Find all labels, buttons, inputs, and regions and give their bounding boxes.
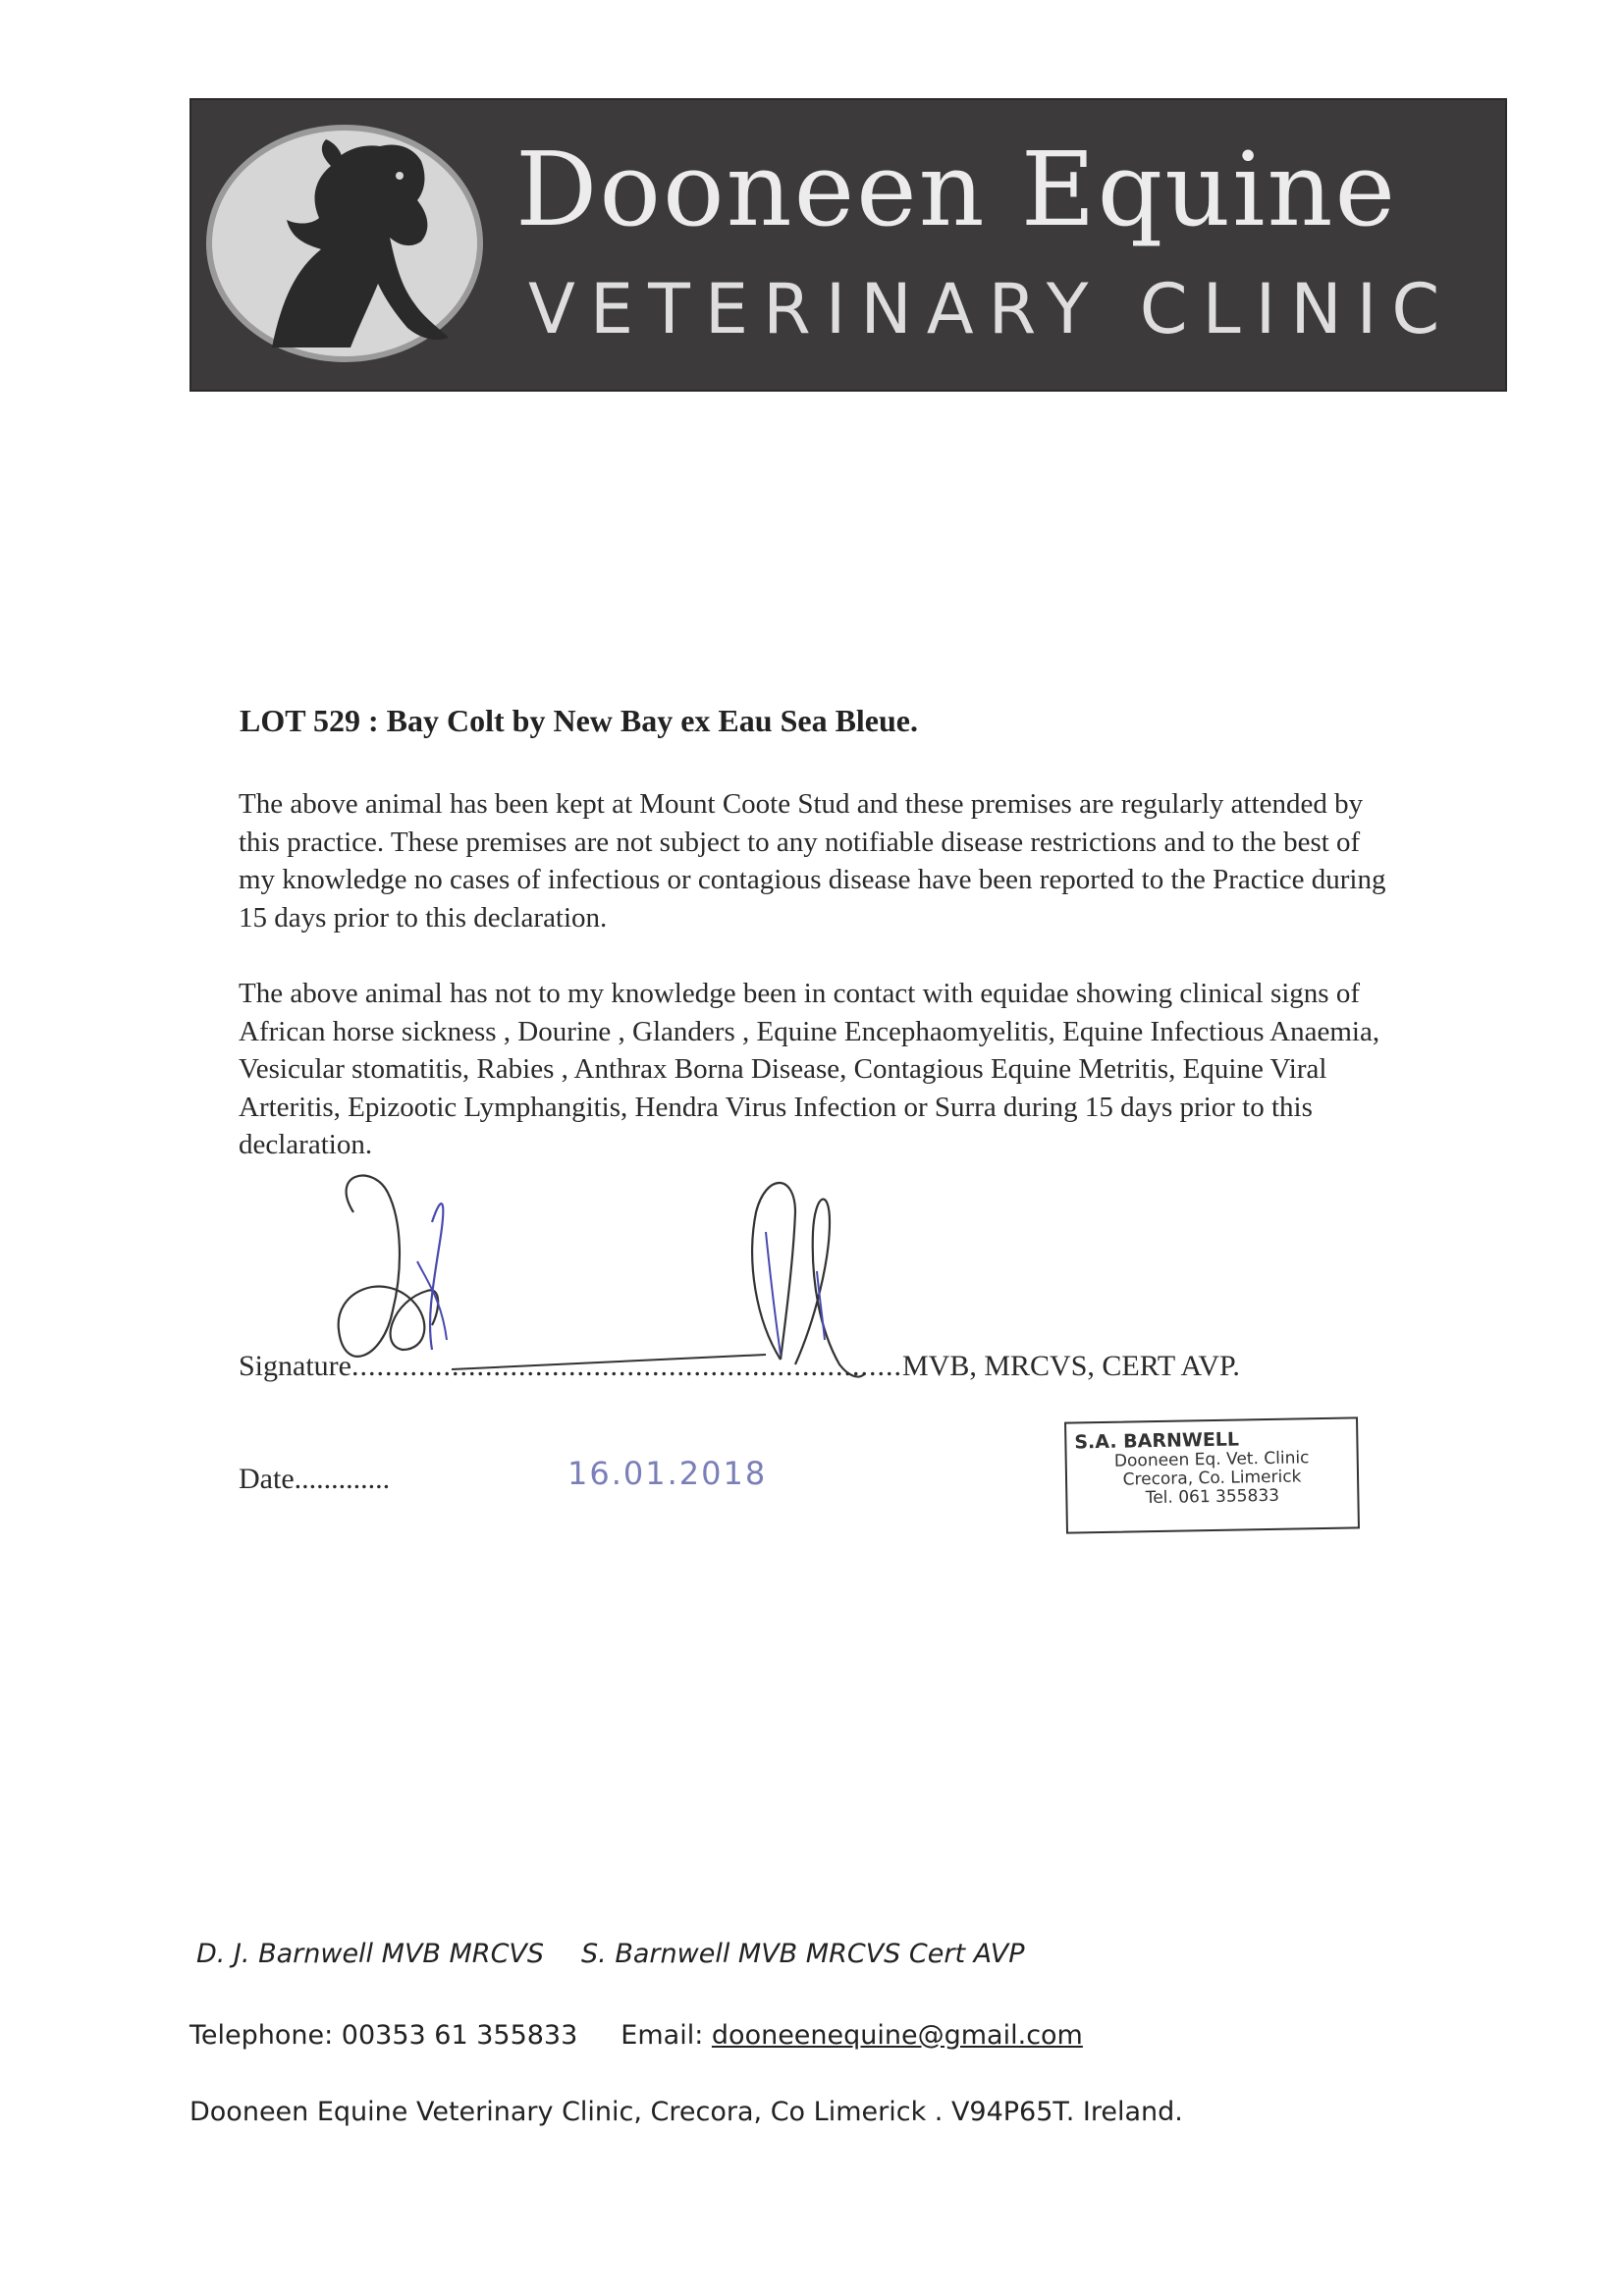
date-label: Date <box>239 1463 295 1495</box>
premises-paragraph: The above animal has been kept at Mount Coote Stud and these premises are regularly attended by this practice. These premises are not subject to any notifiable disease restrictions and to the best of my knowledge no cases of infectious or contagious disease have been reported to the Practice during 15 days prior to this declaration. <box>239 788 1386 934</box>
stamp-name: S.A. BARNWELL <box>1074 1428 1240 1454</box>
footer-contact <box>189 2020 1083 2051</box>
vet-2: S. Barnwell MVB MRCVS Cert AVP <box>581 1939 1025 1969</box>
signature-line <box>239 1350 1240 1383</box>
date-line <box>239 1455 768 1496</box>
footer-address: Dooneen Equine Veterinary Clinic, Crecora, Co Limerick . V94P65T. Ireland. <box>189 2097 1183 2127</box>
email-link[interactable]: dooneenequine@gmail.com <box>711 2020 1083 2051</box>
date-value: 16.01.2018 <box>567 1455 768 1492</box>
email-label: Email: <box>621 2020 704 2051</box>
brand-subtitle: VETERINARY CLINIC <box>528 269 1455 349</box>
stamp-phone: Tel. 061 355833 <box>1145 1485 1280 1509</box>
clinic-stamp <box>1064 1416 1360 1533</box>
date-dots: ............. <box>294 1463 391 1495</box>
signature-label: Signature <box>239 1350 351 1382</box>
signature-dots: .................................................................. <box>351 1350 902 1382</box>
rearing-horse-icon <box>203 122 486 365</box>
footer-vets <box>196 1939 1025 1969</box>
telephone: Telephone: 00353 61 355833 <box>189 2020 578 2051</box>
stamp-clinic: Dooneen Eq. Vet. Clinic <box>1113 1448 1310 1471</box>
contact-paragraph: The above animal has not to my knowledge been in contact with equidae showing clinical signs of African horse sickness , Dourine , Glanders , Equine Encephaomyelitis, Equine Infectious Anaemia, Vesicular stomatitis, Rabies , Anthrax Borna Disease, Contagious Equine Metritis, Equine Viral Arteritis, Epizootic Lymphangitis, Hendra Virus Infection or Surra during 15 days prior to this declaration. <box>239 978 1380 1161</box>
brand-name: Dooneen Equine <box>515 130 1397 249</box>
qualifications: MVB, MRCVS, CERT AVP. <box>901 1350 1240 1382</box>
header-banner <box>189 98 1507 392</box>
lot-title: LOT 529 : Bay Colt by New Bay ex Eau Sea Bleue. <box>240 703 918 738</box>
stamp-address: Crecora, Co. Limerick <box>1122 1467 1302 1490</box>
vet-1: D. J. Barnwell MVB MRCVS <box>196 1939 545 1969</box>
